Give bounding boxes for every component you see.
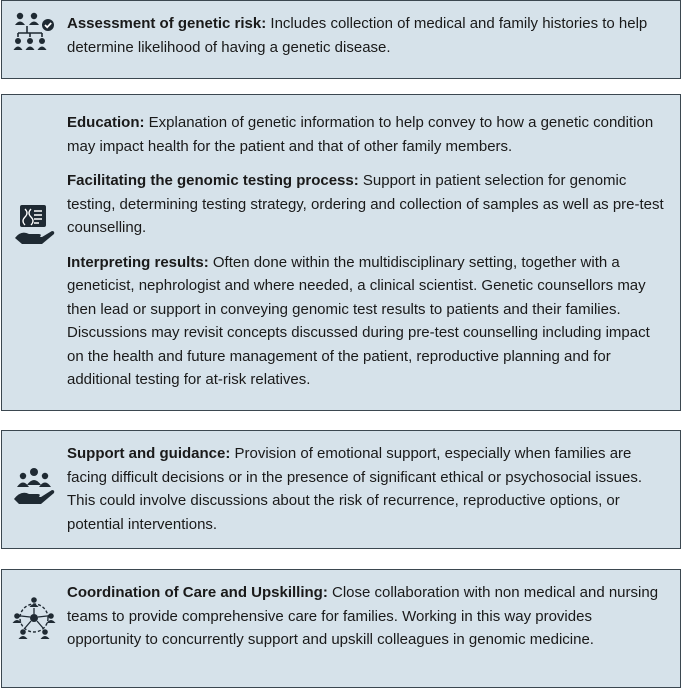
education-text: Explanation of genetic information to help convey to how a genetic condition may impact health for the patient and that of other family members. (67, 114, 654, 155)
education-paragraph (67, 111, 670, 158)
education-testing-content (67, 111, 670, 392)
family-tree-check-icon (12, 11, 56, 55)
coordination-text: Close collaboration with non medical and nursing teams to provide comprehensive care for families. Working in this way provides opportunity to concurrently support and upskill colleagues in genomic medicine. (67, 584, 659, 648)
support-paragraph (67, 442, 670, 536)
support-text: Provision of emotional support, especially when families are facing difficult decisions or in the presence of significant ethical or psychosocial issues. This could involve discussions about the risk of recurrence, reproductive options, or potential interventions. (67, 445, 643, 533)
genetic-risk-text: Includes collection of medical and family histories to help determine likelihood of having a genetic disease. (67, 15, 648, 56)
testing-text: Support in patient selection for genomic testing, determining testing strategy, ordering and collection of samples as well as pre-test counselling. (67, 172, 664, 236)
testing-heading: Facilitating the genomic testing process: (67, 172, 359, 189)
coordination-box (1, 569, 681, 688)
network-people-icon (12, 596, 56, 640)
education-heading: Education: (67, 114, 145, 131)
interpreting-text: Often done within the multidisciplinary setting, together with a geneticist, nephrologist and where needed, a clinical scientist. Genetic counsellors may then lead or support in conveying genomic test results to patients and their families. Discussions may revisit concepts discussed during pre-test counselling including impact on the health and future management of the patient, reproductive planning and for additional testing for at-risk relatives. (67, 253, 650, 388)
genetic-risk-paragraph (67, 12, 670, 59)
interpreting-heading: Interpreting results: (67, 253, 209, 271)
testing-paragraph (67, 169, 670, 240)
genetic-risk-box (1, 0, 681, 79)
genetic-risk-content (67, 12, 670, 59)
coordination-content (67, 581, 670, 652)
genetic-risk-heading: Assessment of genetic risk: (67, 15, 267, 32)
dna-report-hand-icon (12, 202, 56, 246)
people-in-hand-icon (12, 465, 56, 509)
support-heading: Support and guidance: (67, 445, 231, 462)
coordination-heading: Coordination of Care and Upskilling: (67, 584, 328, 601)
interpreting-paragraph (67, 251, 670, 392)
support-guidance-box (1, 430, 681, 549)
education-testing-box (1, 94, 681, 411)
coordination-paragraph (67, 581, 670, 652)
support-guidance-content (67, 442, 670, 536)
